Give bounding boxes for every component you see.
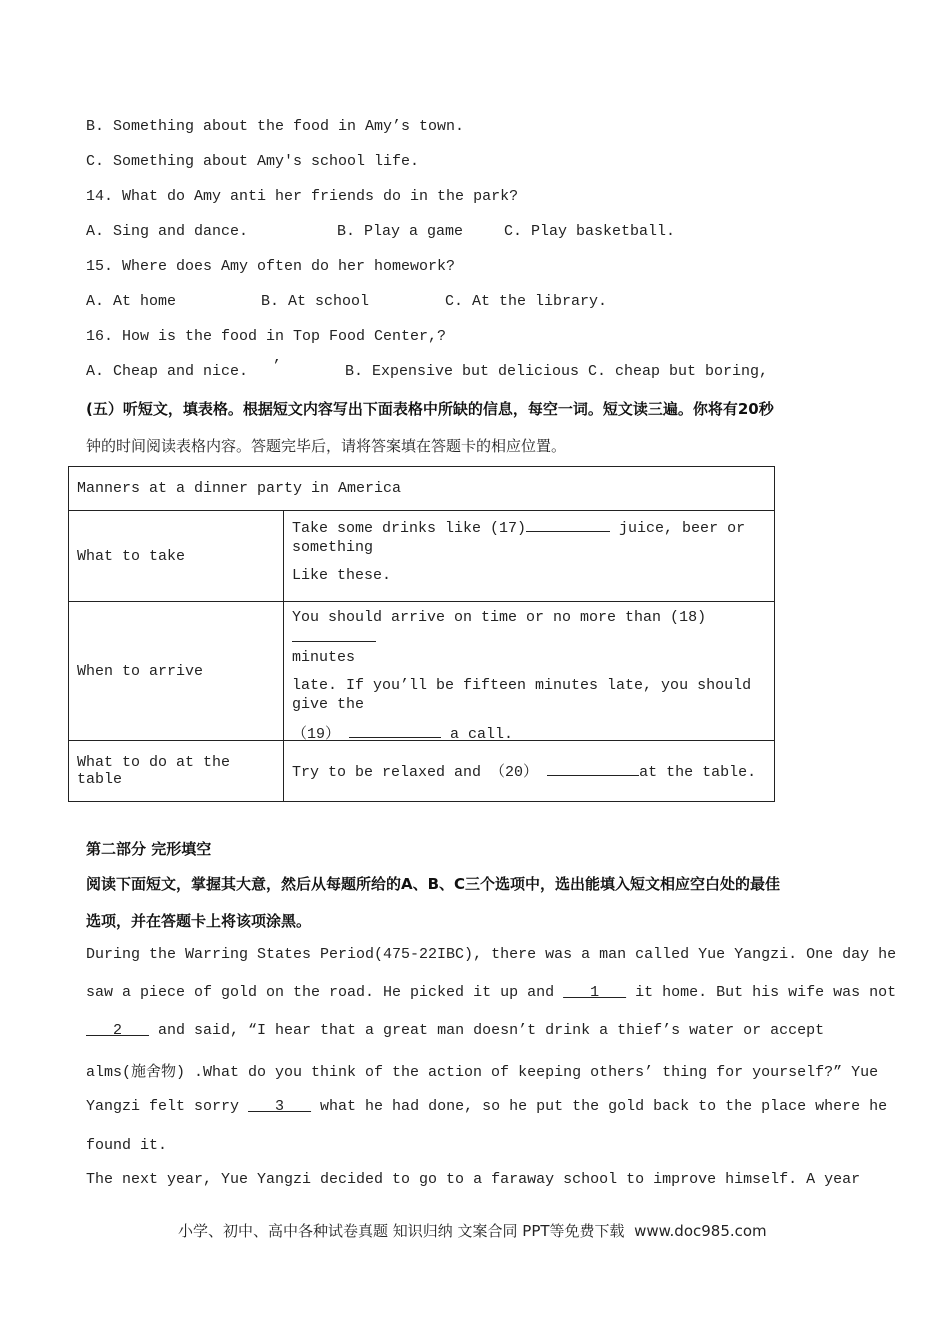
part2-heading: 第二部分 完形填空 [86, 840, 212, 858]
q16-question: 16. How is the food in Top Food Center,? [86, 328, 447, 345]
row-text: juice, beer or [610, 520, 746, 537]
row-text: give the [292, 696, 365, 713]
table-title-row [69, 467, 774, 510]
table-row [69, 601, 774, 743]
row-text: a call. [441, 726, 514, 743]
q16-option-b: B. Expensive but delicious [345, 363, 580, 380]
section5-instruction: (五）听短文，填表格。根据短文内容写出下面表格中所缺的信息，每空一词。短文读三遍。你将有20秒 [86, 400, 774, 418]
q14-option-b: B. Play a game [337, 223, 464, 240]
row-text: （19） [292, 726, 341, 743]
passage-line [86, 1022, 824, 1039]
row-text: Try to be relaxed and （20） [292, 763, 539, 781]
row-text: minutes [292, 649, 356, 666]
row-text: Like these. [292, 567, 392, 584]
manners-table [68, 466, 775, 802]
row-label: What to do at the table [69, 741, 284, 801]
row-text: Take some drinks like (17) [292, 520, 527, 537]
section5-instruction-cont: 钟的时间阅读表格内容。答题完毕后，请将答案填在答题卡的相应位置。 [86, 437, 567, 455]
passage-text: it home. But his wife was not [626, 984, 897, 1001]
q14-question: 14. What do Amy anti her friends do in the park? [86, 188, 519, 205]
row-label: When to arrive [69, 602, 284, 740]
passage-text: and said, “I hear that a great man doesn’t drink a thief’s water or accept [149, 1022, 825, 1039]
table-title: Manners at a dinner party in America [77, 480, 402, 497]
q15-option-b: B. At school [261, 293, 370, 310]
q13-option-b: B. Something about the food in Amy’s town. [86, 118, 465, 135]
q15-option-c: C. At the library. [445, 293, 608, 310]
q16-option-c: C. cheap but boring, [588, 363, 769, 380]
row-content [284, 511, 774, 601]
part2-instruction-cont: 选项，并在答题卡上将该项涂黑。 [86, 912, 312, 930]
answer-blank-17 [526, 517, 610, 532]
passage-text: Yangzi felt sorry [86, 1098, 249, 1115]
passage-line: alms(施舍物) .What do you think of the action of keeping others’ thing for yourself?” Yue [86, 1064, 879, 1081]
q16-option-a: A. Cheap and nice. [86, 363, 249, 380]
q14-option-c: C. Play basketball. [504, 223, 676, 240]
row-text: late. If you’ll be fifteen minutes late, you should [292, 677, 752, 694]
table-row [69, 510, 774, 601]
cloze-blank-2: 2 [86, 1022, 150, 1039]
table-row [69, 740, 774, 801]
passage-line: found it. [86, 1137, 168, 1154]
row-content [284, 602, 774, 743]
answer-blank-19 [349, 723, 441, 738]
footer-ad: 小学、初中、高中各种试卷真题 知识归纳 文案合同 PPT等免费下载 www.doc985.com [178, 1222, 767, 1240]
part2-instruction: 阅读下面短文，掌握其大意，然后从每题所给的A、B、C三个选项中，选出能填入短文相应空白处的最佳 [86, 875, 781, 893]
answer-blank-18 [292, 627, 376, 642]
q16-stray-mark: ’ [272, 358, 282, 375]
q15-question: 15. Where does Amy often do her homework? [86, 258, 456, 275]
passage-line: The next year, Yue Yangzi decided to go to a faraway school to improve himself. A year [86, 1171, 861, 1188]
row-text: at the table. [639, 763, 757, 781]
passage-text: saw a piece of gold on the road. He picked it up and [86, 984, 564, 1001]
q15-option-a: A. At home [86, 293, 177, 310]
passage-text: what he had done, so he put the gold back to the place where he [311, 1098, 888, 1115]
row-content [284, 741, 774, 801]
q13-option-c: C. Something about Amy's school life. [86, 153, 420, 170]
row-label: What to take [69, 511, 284, 601]
passage-line [86, 984, 896, 1001]
cloze-blank-1: 1 [563, 984, 627, 1001]
q14-option-a: A. Sing and dance. [86, 223, 249, 240]
passage-line: During the Warring States Period(475-22IBC), there was a man called Yue Yangzi. One day he [86, 946, 897, 963]
answer-blank-20 [547, 761, 639, 776]
row-text: something [292, 539, 374, 556]
cloze-blank-3: 3 [248, 1098, 312, 1115]
passage-line [86, 1098, 887, 1115]
row-text: You should arrive on time or no more than (18) [292, 609, 707, 626]
